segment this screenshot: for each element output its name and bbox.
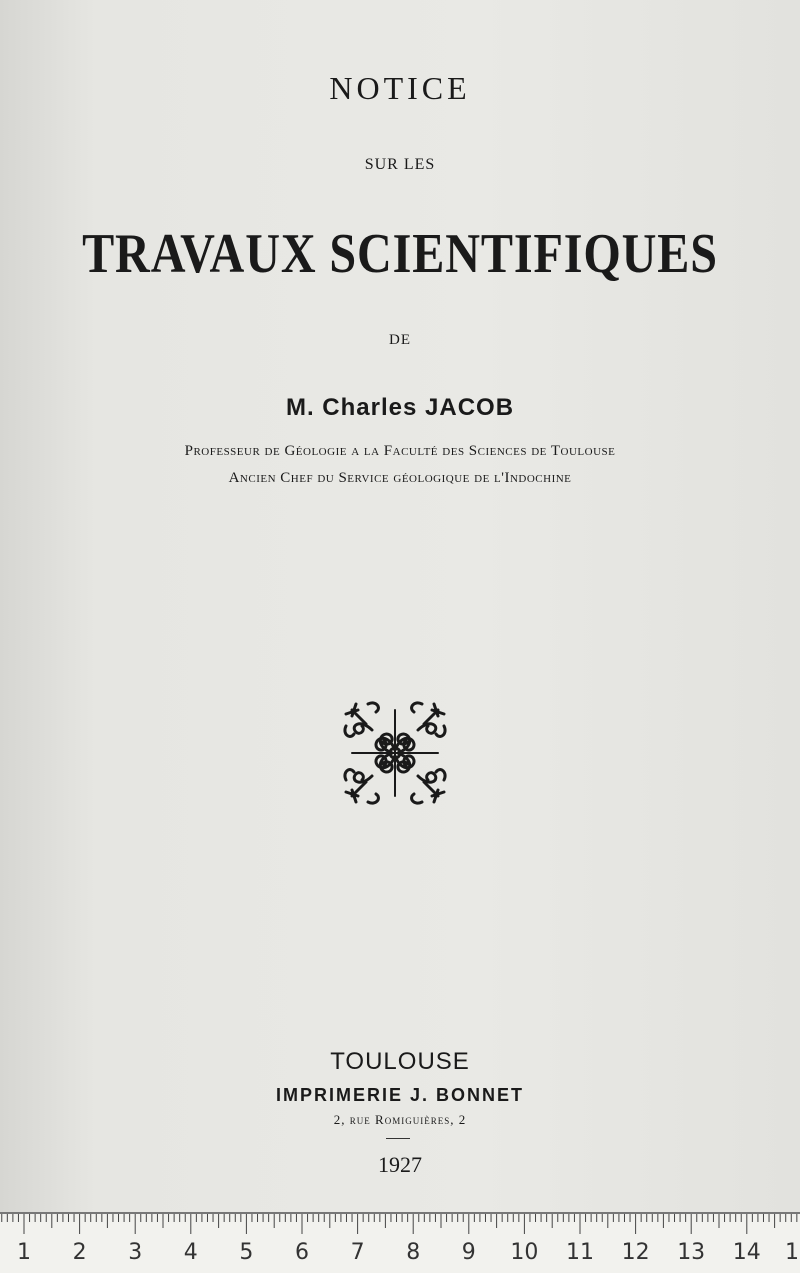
title-notice: NOTICE — [329, 70, 471, 106]
ruler-number: 2 — [72, 1240, 87, 1265]
title-sur-les: SUR LES — [364, 156, 436, 173]
printer-address: 2, rue Romiguières, 2 — [333, 1112, 467, 1127]
ruler-number: 7 — [350, 1240, 365, 1265]
ruler-number: 9 — [461, 1240, 476, 1265]
ruler-number: 8 — [406, 1240, 421, 1265]
ruler-number: 1 — [785, 1240, 799, 1265]
main-title: TRAVAUX SCIENTIFIQUES — [82, 223, 718, 285]
ruler-number: 14 — [732, 1240, 761, 1265]
ruler-number: 13 — [677, 1240, 706, 1265]
author-position-1: Professeur de Géologie a la Faculté des Sciences de Toulouse — [184, 443, 616, 459]
printer-name: IMPRIMERIE J. BONNET — [275, 1085, 525, 1105]
ruler-number: 11 — [566, 1240, 594, 1265]
ornament-icon — [332, 690, 458, 816]
measuring-ruler — [0, 1212, 800, 1273]
ruler-number: 4 — [183, 1240, 198, 1265]
title-de: DE — [389, 332, 411, 348]
author-position-2: Ancien Chef du Service géologique de l'Indochine — [228, 470, 572, 486]
author-name: M. Charles JACOB — [285, 394, 515, 421]
publisher-city: TOULOUSE — [330, 1048, 470, 1075]
ruler-ticks — [0, 1214, 800, 1236]
ruler-number: 5 — [239, 1240, 254, 1265]
ruler-number: 1 — [17, 1240, 31, 1265]
ruler-number: 10 — [510, 1240, 539, 1265]
ruler-number: 6 — [295, 1240, 309, 1265]
ruler-number: 3 — [128, 1240, 143, 1265]
divider — [386, 1138, 410, 1139]
ruler-number: 12 — [621, 1240, 650, 1265]
publication-year: 1927 — [378, 1152, 422, 1177]
